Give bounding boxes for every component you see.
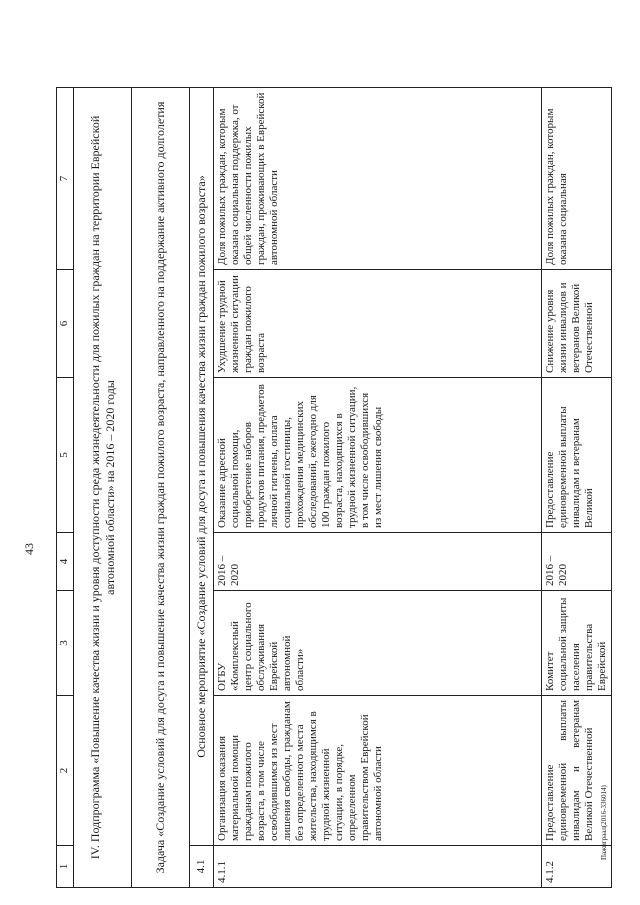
row-event-name: Организация оказания материальной помощи гражданам пожилого возраста, в том числе освободившимся из мест лишения свободы, гражданам без определенного места жительства, находящимся в трудной жизненной ситуации, в порядке, определенном правительством Еврейской автономной области xyxy=(214,696,542,846)
program-table xyxy=(56,87,612,888)
main-event-row xyxy=(190,88,214,888)
row-number: 4.1.1 xyxy=(214,846,542,888)
subprogram-title: IV. Подпрограмма «Повышение качества жизни и уровня доступности среда жизнедеятельности для пожилых граждан на территории Еврейской автономной области» на 2016 – 2020 годы xyxy=(74,88,132,888)
task-title: Задача «Создание условий для досуга и повышение качества жизни граждан пожилого возраста, направленного на поддержание активного долголетия xyxy=(132,88,190,888)
row-executor: ОГБУ «Комплексный центр социального обслуживания Еврейской автономной области» xyxy=(214,591,542,696)
rotated-table-wrapper xyxy=(56,88,612,888)
header-cell: 7 xyxy=(57,88,74,270)
row-number: 4.1.2 xyxy=(542,846,612,888)
row-indicator: Доля пожилых граждан, которым оказана социальная поддержка, от общей численности пожилых граждан, проживающих в Еврейской автономной области xyxy=(214,88,542,270)
row-result: Оказание адресной социальной помощи, приобретение наборов продуктов питания, предметов личной гигиены, оплата социальной гостиницы, прохождения медицинских обследований, ежегодно для 100 граждан пожилого возраста, находящихся в трудной жизненной ситуации, в том числе освободившихся из мест лишения свободы xyxy=(214,378,542,533)
page-number: 43 xyxy=(22,543,36,555)
table-row xyxy=(542,88,612,888)
task-row xyxy=(132,88,190,888)
row-event-name: Предоставление единовременной выплаты инвалидам и ветеранам Великой Отечественной xyxy=(542,696,612,846)
row-result: Предоставление единовременной выплаты инвалидам и ветеранам Великой xyxy=(542,378,612,533)
header-cell: 5 xyxy=(57,378,74,533)
row-executor: Комитет социальной защиты населения правительства Еврейской xyxy=(542,591,612,696)
header-cell: 2 xyxy=(57,696,74,846)
main-event-number: 4.1 xyxy=(190,846,214,888)
row-period: 2016 – 2020 xyxy=(214,533,542,591)
header-cell: 6 xyxy=(57,270,74,378)
row-period: 2016 – 2020 xyxy=(542,533,612,591)
subprogram-row xyxy=(74,88,132,888)
row-indicator: Доля пожилых граждан, которым оказана социальная xyxy=(542,88,612,270)
header-cell: 3 xyxy=(57,591,74,696)
document-code: Пaжигpaaл(2016-336014) xyxy=(600,785,608,860)
header-cell: 4 xyxy=(57,533,74,591)
row-consequence: Снижение уровня жизни инвалидов и ветеранов Великой Отечественной xyxy=(542,270,612,378)
header-row xyxy=(57,88,74,888)
table-row xyxy=(214,88,542,888)
header-cell: 1 xyxy=(57,846,74,888)
main-event-title: Основное мероприятие «Создание условий для досуга и повышения качества жизни граждан пожилого возраста» xyxy=(190,88,214,846)
row-consequence: Ухудшение трудной жизненной ситуации граждан пожилого возраста xyxy=(214,270,542,378)
